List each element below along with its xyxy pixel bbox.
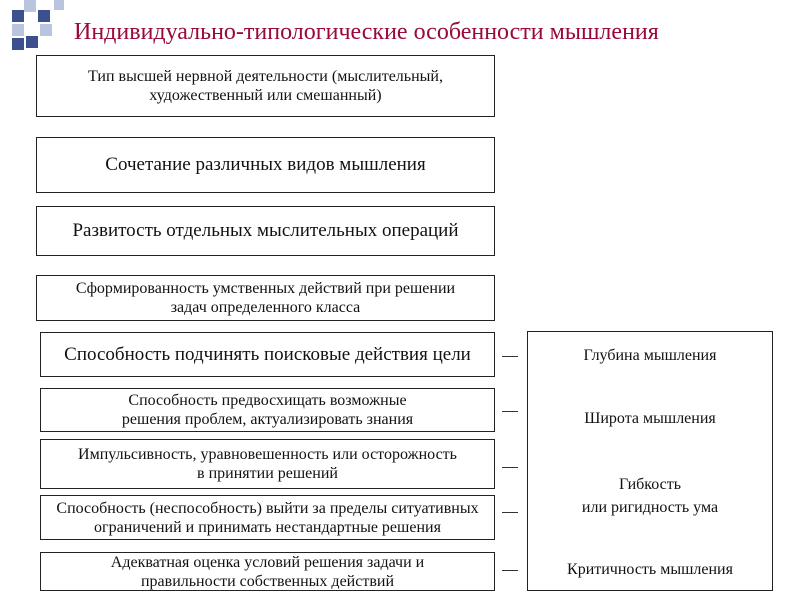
- decor-square: [12, 10, 24, 22]
- decor-square: [26, 36, 38, 48]
- box-adequate-assessment: [40, 552, 495, 591]
- quality-depth: [528, 346, 772, 365]
- box-nervous-activity-type: [36, 55, 495, 117]
- connector-line: [502, 570, 518, 571]
- quality-flexibility: [528, 475, 772, 517]
- connector-line: [502, 411, 518, 412]
- box-line: Импульсивность, уравновешенность или осторожность: [78, 446, 457, 463]
- connector-line: [502, 467, 518, 468]
- box-line: Развитость отдельных мыслительных операций: [72, 220, 459, 241]
- quality-breadth: [528, 409, 772, 428]
- decor-square: [24, 0, 36, 12]
- box-line: Способность предвосхищать возможные: [128, 392, 407, 409]
- box-line: художественный или смешанный): [149, 87, 382, 104]
- box-line: Способность подчинять поисковые действия цели: [64, 343, 471, 365]
- quality-criticality: [528, 560, 772, 579]
- box-goal-subordination: [40, 332, 495, 377]
- decor-square: [40, 24, 52, 36]
- box-situational-limits: [40, 495, 495, 540]
- box-impulsivity: [40, 439, 495, 489]
- decor-square: [38, 10, 50, 22]
- quality-line: Глубина мышления: [583, 347, 717, 364]
- box-line: Способность (неспособность) выйти за пределы ситуативных: [56, 499, 479, 517]
- box-line: решения проблем, актуализировать знания: [121, 411, 414, 428]
- box-line: Тип высшей нервной деятельности (мыслительный,: [88, 68, 443, 85]
- quality-line: Критичность мышления: [567, 561, 733, 578]
- box-line: ограничений и принимать нестандартные решения: [94, 518, 441, 536]
- box-anticipation: [40, 388, 495, 432]
- connector-line: [502, 512, 518, 513]
- box-mental-operations: [36, 206, 495, 256]
- box-line: Адекватная оценка условий решения задачи и: [110, 553, 425, 571]
- quality-line: Гибкость: [618, 476, 682, 493]
- box-mental-actions: [36, 275, 495, 321]
- box-line: правильности собственных действий: [140, 572, 394, 590]
- decor-square: [12, 38, 24, 50]
- box-line: Сочетание различных видов мышления: [105, 154, 426, 175]
- box-thinking-types-combination: [36, 137, 495, 193]
- box-line: задач определенного класса: [170, 299, 361, 316]
- decor-square: [54, 0, 64, 10]
- decor-square: [12, 24, 24, 36]
- slide-title: Индивидуально-типологические особенности мышления: [74, 19, 659, 45]
- quality-line: Широта мышления: [584, 410, 716, 427]
- box-line: в принятии решений: [197, 465, 338, 482]
- box-line: Сформированность умственных действий при решении: [75, 280, 456, 297]
- thinking-qualities-box: [527, 331, 773, 591]
- connector-line: [502, 356, 518, 357]
- quality-line: или ригидность ума: [581, 499, 719, 516]
